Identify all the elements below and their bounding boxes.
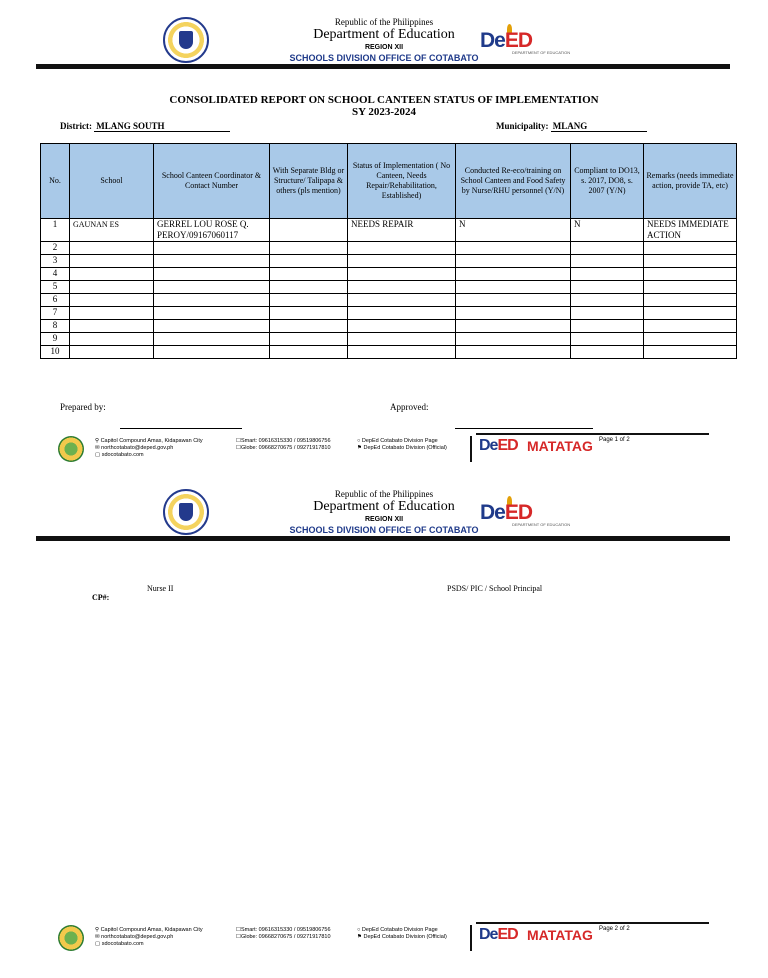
col-no: No. [41, 144, 70, 219]
division-logo-icon [58, 925, 84, 951]
table-cell-training [456, 333, 571, 346]
col-remarks: Remarks (needs immediate action, provide TA, etc) [644, 144, 737, 219]
table-cell-training [456, 307, 571, 320]
table-cell-no: 2 [41, 242, 70, 255]
footer-social: ○ DepEd Cotabato Division Page ⚑ DepEd Cotabato Division (Official) [357, 927, 447, 940]
table-cell-school [70, 268, 154, 281]
district-field: District: MLANG SOUTH [60, 121, 230, 132]
table-cell-school [70, 333, 154, 346]
table-cell-coordinator [154, 346, 270, 359]
report-title: CONSOLIDATED REPORT ON SCHOOL CANTEEN STATUS OF IMPLEMENTATION SY 2023-2024 [169, 94, 599, 118]
table-cell-structure [270, 307, 348, 320]
flag-icon: ⚑ [357, 934, 362, 940]
table-cell-remarks [644, 320, 737, 333]
page-number: Page 2 of 2 [599, 926, 630, 932]
table-row [41, 346, 737, 359]
table-cell-training [456, 242, 571, 255]
table-cell-coordinator [154, 320, 270, 333]
table-cell-status [348, 281, 456, 294]
table-cell-compliant [571, 281, 644, 294]
prepared-signature-line [120, 428, 242, 429]
footer-separator [470, 925, 472, 951]
table-cell-structure [270, 346, 348, 359]
footer-divider [476, 922, 709, 924]
table-cell-status [348, 333, 456, 346]
table-row [41, 219, 737, 242]
table-row [41, 320, 737, 333]
footer-contact: ⚲ Capitol Compound Amas, Kidapawan City ✉ northcotabato@deped.gov.ph ▢ sdocotabato.com [95, 927, 203, 947]
table-cell-school [70, 294, 154, 307]
phone-icon: ☐ [236, 438, 241, 444]
table-cell-remarks [644, 307, 737, 320]
table-cell-remarks: NEEDS IMMEDIATE ACTION [644, 219, 737, 242]
location-icon: ⚲ [95, 927, 100, 933]
table-cell-status [348, 268, 456, 281]
table-cell-compliant [571, 255, 644, 268]
table-cell-training [456, 294, 571, 307]
deped-logo-sub: DEPARTMENT OF EDUCATION [512, 50, 571, 55]
table-cell-remarks [644, 281, 737, 294]
table-cell-school [70, 320, 154, 333]
matatag-logo: MATATAG [527, 438, 593, 454]
location-icon: ⚲ [95, 438, 100, 444]
page-number: Page 1 of 2 [599, 437, 630, 443]
municipality-field: Municipality: MLANG [496, 121, 647, 132]
canteen-status-table [40, 143, 737, 359]
table-cell-no: 1 [41, 219, 70, 242]
table-cell-structure [270, 294, 348, 307]
table-cell-compliant: N [571, 219, 644, 242]
facebook-icon: ○ [357, 438, 361, 444]
table-cell-status [348, 242, 456, 255]
table-cell-school: GAUNAN ES [70, 219, 154, 242]
header-divider [36, 64, 730, 69]
table-cell-no: 3 [41, 255, 70, 268]
approved-label: Approved: [390, 402, 429, 412]
region-text: REGION XII [364, 44, 404, 51]
col-structure: With Separate Bldg or Structure/ Talipapa & others (pls mention) [270, 144, 348, 219]
table-row [41, 268, 737, 281]
table-cell-coordinator [154, 307, 270, 320]
table-row [41, 294, 737, 307]
phone-icon: ☐ [236, 445, 241, 451]
table-cell-remarks [644, 268, 737, 281]
footer-divider [476, 433, 709, 435]
page-header [0, 472, 768, 544]
approved-signature-line [455, 428, 593, 429]
table-cell-school [70, 255, 154, 268]
nurse-title: Nurse II [147, 584, 174, 593]
table-cell-status [348, 307, 456, 320]
matatag-logo: MATATAG [527, 927, 593, 943]
table-cell-remarks [644, 333, 737, 346]
table-row [41, 307, 737, 320]
web-icon: ▢ [95, 941, 101, 947]
table-cell-training [456, 346, 571, 359]
flag-icon: ⚑ [357, 445, 362, 451]
footer-social: ○ DepEd Cotabato Division Page ⚑ DepEd Cotabato Division (Official) [357, 438, 447, 451]
table-cell-no: 4 [41, 268, 70, 281]
phone-icon: ☐ [236, 927, 241, 933]
footer-phones: ☐Smart: 09616315330 / 09519806756 ☐Globe: 09668270675 / 09271917810 [236, 927, 331, 940]
header-divider [36, 536, 730, 541]
table-cell-compliant [571, 320, 644, 333]
region-text: REGION XII [364, 516, 404, 523]
deped-logo: DeED [480, 29, 533, 52]
col-training: Conducted Re-eco/training on School Canteen and Food Safety by Nurse/RHU personnel (Y/N) [456, 144, 571, 219]
table-cell-remarks [644, 242, 737, 255]
table-cell-no: 10 [41, 346, 70, 359]
table-cell-structure [270, 320, 348, 333]
table-cell-no: 6 [41, 294, 70, 307]
table-cell-no: 5 [41, 281, 70, 294]
table-cell-training [456, 255, 571, 268]
deped-logo-sub: DEPARTMENT OF EDUCATION [512, 522, 571, 527]
page-2 [0, 478, 768, 978]
table-cell-status: NEEDS REPAIR [348, 219, 456, 242]
division-text: SCHOOLS DIVISION OFFICE OF COTABATO [289, 53, 479, 63]
table-cell-structure [270, 219, 348, 242]
deped-logo: DeED [480, 501, 533, 524]
table-cell-compliant [571, 242, 644, 255]
page-1 [0, 0, 768, 478]
footer-deped-logo: DeED [479, 437, 518, 454]
table-cell-compliant [571, 333, 644, 346]
table-header-row [41, 144, 737, 219]
mail-icon: ✉ [95, 445, 100, 451]
table-cell-coordinator: GERREL LOU ROSE Q. PEROY/09167060117 [154, 219, 270, 242]
table-cell-status [348, 294, 456, 307]
table-cell-training: N [456, 219, 571, 242]
phone-icon: ☐ [236, 934, 241, 940]
division-text: SCHOOLS DIVISION OFFICE OF COTABATO [289, 525, 479, 535]
footer-contact: ⚲ Capitol Compound Amas, Kidapawan City ✉ northcotabato@deped.gov.ph ▢ sdocotabato.com [95, 438, 203, 458]
col-coordinator: School Canteen Coordinator & Contact Number [154, 144, 270, 219]
table-cell-coordinator [154, 268, 270, 281]
table-cell-remarks [644, 255, 737, 268]
table-cell-structure [270, 333, 348, 346]
table-row [41, 281, 737, 294]
table-cell-coordinator [154, 255, 270, 268]
table-cell-no: 9 [41, 333, 70, 346]
table-cell-no: 8 [41, 320, 70, 333]
division-logo-icon [58, 436, 84, 462]
col-school: School [70, 144, 154, 219]
table-cell-school [70, 346, 154, 359]
table-cell-structure [270, 255, 348, 268]
table-cell-remarks [644, 346, 737, 359]
footer-phones: ☐Smart: 09616315330 / 09519806756 ☐Globe: 09668270675 / 09271917810 [236, 438, 331, 451]
principal-title: PSDS/ PIC / School Principal [447, 584, 543, 593]
table-cell-training [456, 281, 571, 294]
col-status: Status of Implementation ( No Canteen, Needs Repair/Rehabilitation, Established) [348, 144, 456, 219]
table-cell-school [70, 242, 154, 255]
republic-text: Republic of the Philippines [334, 489, 434, 499]
table-cell-school [70, 307, 154, 320]
department-text: Department of Education [313, 499, 455, 514]
table-cell-remarks [644, 294, 737, 307]
table-cell-school [70, 281, 154, 294]
table-cell-status [348, 346, 456, 359]
prepared-by-label: Prepared by: [60, 402, 106, 412]
table-cell-training [456, 320, 571, 333]
table-row [41, 255, 737, 268]
table-cell-coordinator [154, 294, 270, 307]
table-cell-coordinator [154, 281, 270, 294]
web-icon: ▢ [95, 452, 101, 458]
table-cell-compliant [571, 294, 644, 307]
table-cell-coordinator [154, 242, 270, 255]
table-cell-compliant [571, 307, 644, 320]
table-row [41, 242, 737, 255]
footer-separator [470, 436, 472, 462]
cp-label: CP#: [92, 593, 110, 602]
republic-text: Republic of the Philippines [334, 17, 434, 27]
table-cell-no: 7 [41, 307, 70, 320]
table-cell-structure [270, 281, 348, 294]
table-cell-structure [270, 242, 348, 255]
table-cell-compliant [571, 268, 644, 281]
table-cell-coordinator [154, 333, 270, 346]
table-cell-status [348, 320, 456, 333]
table-cell-structure [270, 268, 348, 281]
table-cell-training [456, 268, 571, 281]
page-header [0, 0, 768, 72]
col-compliant: Compliant to DO13, s. 2017, DO8, s. 2007 (Y/N) [571, 144, 644, 219]
mail-icon: ✉ [95, 934, 100, 940]
footer-deped-logo: DeED [479, 926, 518, 943]
department-text: Department of Education [313, 27, 455, 42]
table-cell-status [348, 255, 456, 268]
table-cell-compliant [571, 346, 644, 359]
table-row [41, 333, 737, 346]
facebook-icon: ○ [357, 927, 361, 933]
